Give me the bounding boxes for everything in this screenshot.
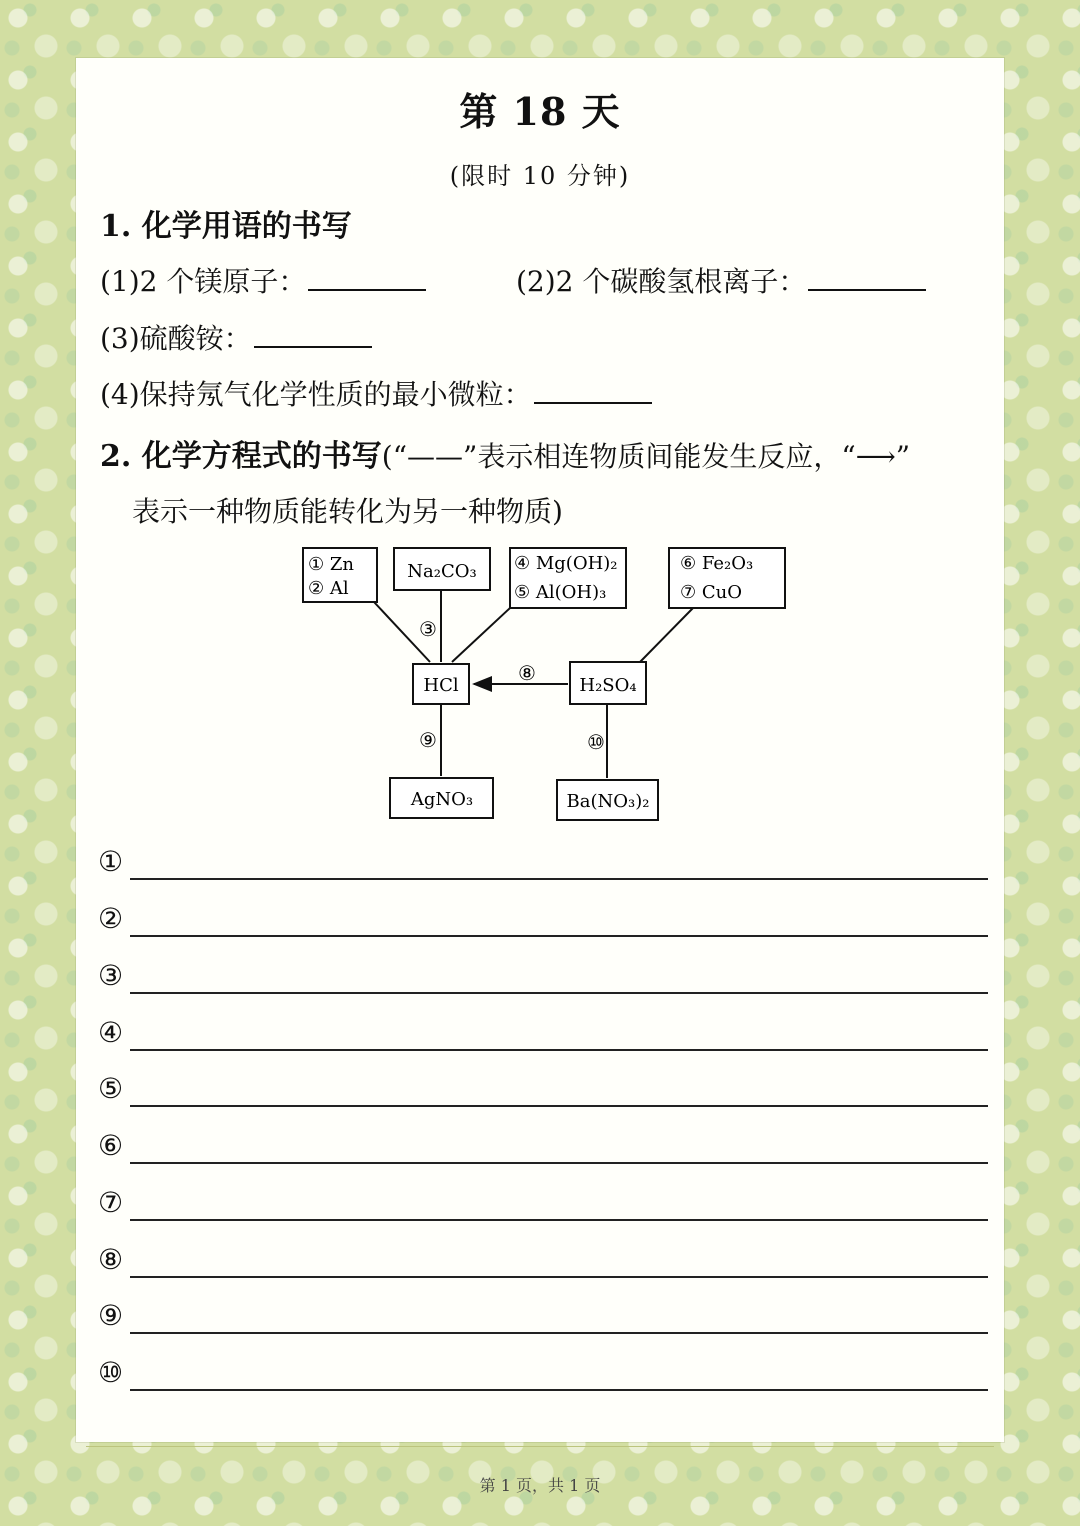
page-footer: 第 1 页，共 1 页 <box>479 1476 601 1495</box>
box-aloh3-label: ⑤ Al(OH)₃ <box>514 582 607 603</box>
answer-number-6: ⑥ <box>98 1129 124 1162</box>
answer-line-8[interactable] <box>130 1276 988 1278</box>
box-zn-al-line-1: ① Zn <box>308 554 354 575</box>
box-fe2o3-label: ⑥ Fe₂O₃ <box>680 553 754 574</box>
answer-line-4[interactable] <box>130 1049 988 1051</box>
reaction-label-10: ⑩ <box>587 730 605 754</box>
answer-number-5: ⑤ <box>98 1072 124 1105</box>
question-4-label: (4)保持氖气化学性质的最小微粒： <box>100 378 532 411</box>
box-bano3 <box>557 780 658 820</box>
answer-row-1 <box>98 846 988 880</box>
question-1-label: (1)2 个镁原子： <box>100 265 307 298</box>
page-title: 第 18 天 <box>459 89 621 134</box>
time-limit-subtitle: (限时 10 分钟) <box>449 162 631 190</box>
question-2-label: (2)2 个碳酸氢根离子： <box>516 265 807 298</box>
answer-number-1: ① <box>98 845 124 878</box>
box-h2so4 <box>570 662 646 704</box>
section-2-heading-bold: 2. 化学方程式的书写 <box>100 439 382 474</box>
answer-number-10: ⑩ <box>98 1356 124 1389</box>
answer-number-8: ⑧ <box>98 1243 124 1276</box>
answer-row-9 <box>98 1300 988 1334</box>
footer-divider <box>86 1446 994 1447</box>
box-bano3-label: Ba(NO₃)₂ <box>566 791 650 812</box>
section-2-heading-rest: (“——”表示相连物质间能发生反应，“⟶” <box>381 440 911 473</box>
box-zn-al <box>303 548 377 602</box>
section-1-heading: 1. 化学用语的书写 <box>100 209 352 244</box>
box-na2co3 <box>394 548 490 590</box>
reaction-label-9: ⑨ <box>419 728 437 752</box>
answer-row-10 <box>98 1357 988 1391</box>
question-2-item <box>516 260 926 300</box>
box-mgoh2-label: ④ Mg(OH)₂ <box>514 553 618 574</box>
box-na2co3-label: Na₂CO₃ <box>407 561 477 582</box>
question-4-item <box>100 373 652 413</box>
answer-line-6[interactable] <box>130 1162 988 1164</box>
answer-number-2: ② <box>98 902 124 935</box>
box-h2so4-label: H₂SO₄ <box>579 675 637 696</box>
answer-number-7: ⑦ <box>98 1186 124 1219</box>
answer-row-4 <box>98 1017 988 1051</box>
box-agno3-label: AgNO₃ <box>410 789 474 810</box>
answer-line-9[interactable] <box>130 1332 988 1334</box>
answer-row-7 <box>98 1187 988 1221</box>
reaction-label-8: ⑧ <box>518 661 536 685</box>
box-cuo-label: ⑦ CuO <box>680 582 742 603</box>
question-3-item <box>100 317 372 357</box>
box-mgoh2-aloh3 <box>510 548 626 608</box>
answer-row-5 <box>98 1073 988 1107</box>
answer-line-10[interactable] <box>130 1389 988 1391</box>
box-fe2o3-cuo <box>669 548 785 608</box>
answer-blank-2[interactable] <box>808 263 926 291</box>
answer-number-9: ⑨ <box>98 1299 124 1332</box>
section-2-heading-line2: 表示一种物质能转化为另一种物质) <box>132 495 563 528</box>
box-agno3 <box>390 778 493 818</box>
answer-row-8 <box>98 1244 988 1278</box>
answer-number-3: ③ <box>98 959 124 992</box>
answer-blank-1[interactable] <box>308 263 426 291</box>
answer-line-7[interactable] <box>130 1219 988 1221</box>
answer-blank-3[interactable] <box>254 320 372 348</box>
answer-row-3 <box>98 960 988 994</box>
answer-row-2 <box>98 903 988 937</box>
answer-line-1[interactable] <box>130 878 988 880</box>
section-2-heading <box>100 431 910 475</box>
answer-blank-4[interactable] <box>534 376 652 404</box>
question-1-item <box>100 260 426 300</box>
answer-line-3[interactable] <box>130 992 988 994</box>
answer-line-2[interactable] <box>130 935 988 937</box>
box-hcl-label: HCl <box>423 675 459 696</box>
box-zn-al-line-2: ② Al <box>308 578 349 599</box>
reaction-label-3: ③ <box>419 617 437 641</box>
answer-row-6 <box>98 1130 988 1164</box>
question-3-label: (3)硫酸铵： <box>100 322 252 355</box>
answer-number-4: ④ <box>98 1016 124 1049</box>
answer-line-5[interactable] <box>130 1105 988 1107</box>
reaction-diagram <box>300 540 800 830</box>
box-hcl <box>413 664 469 704</box>
